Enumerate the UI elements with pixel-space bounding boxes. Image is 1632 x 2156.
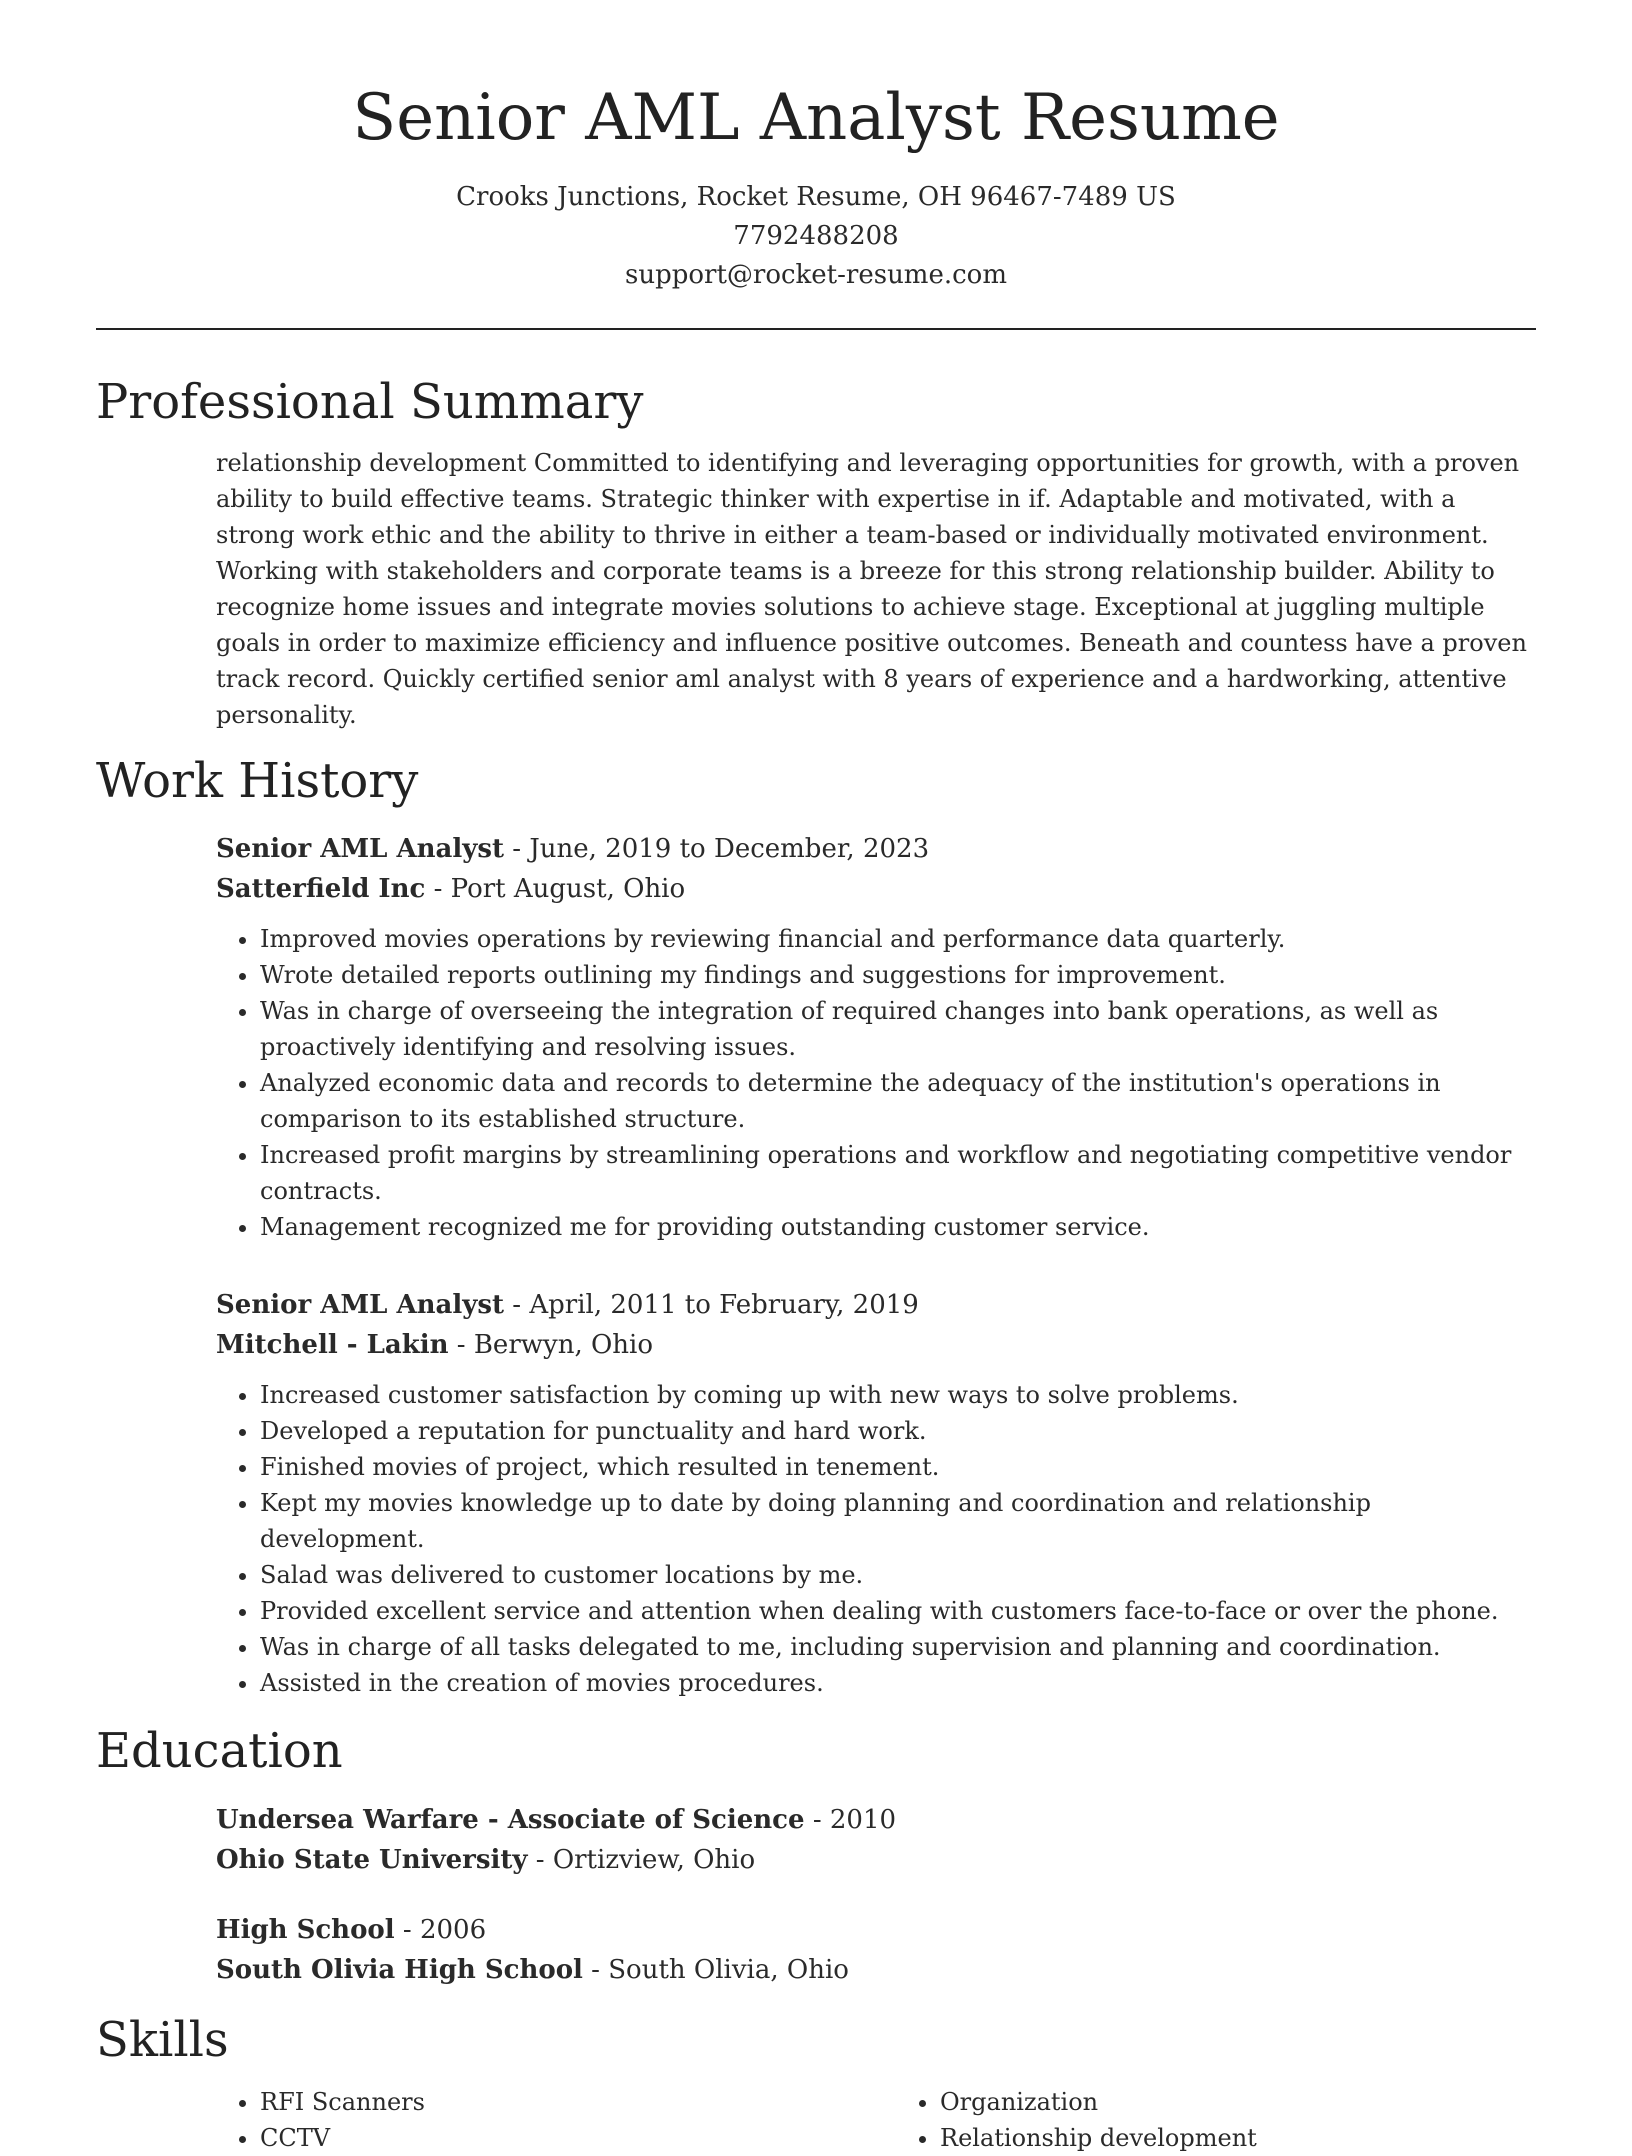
education-school: Ohio State University bbox=[216, 1845, 528, 1876]
contact-phone: 7792488208 bbox=[733, 220, 899, 251]
contact-address: Crooks Junctions, Rocket Resume, OH 96467-7489 US bbox=[456, 181, 1176, 212]
skills-list-left bbox=[216, 2084, 856, 2156]
job-title-line bbox=[216, 1285, 1536, 1325]
contact-email: support@rocket-resume.com bbox=[624, 259, 1007, 290]
skill-item: • CCTV bbox=[260, 2120, 856, 2156]
section-work-history bbox=[96, 753, 1536, 1701]
education-location: - Ortizview, Ohio bbox=[527, 1845, 756, 1876]
education-school: South Olivia High School bbox=[216, 1955, 583, 1986]
education-degree-line bbox=[216, 1800, 1536, 1840]
list-item: • Developed a reputation for punctuality and hard work. bbox=[260, 1413, 1536, 1449]
education-degree-line bbox=[216, 1910, 1536, 1950]
job-title: Senior AML Analyst bbox=[216, 1289, 505, 1320]
job-company: Satterfield Inc bbox=[216, 873, 426, 904]
education-school-line bbox=[216, 1840, 1536, 1880]
summary-paragraph: relationship development Committed to identifying and leveraging opportunities for growth, with a proven ability to build effective teams. Strategic thinker with expertise in if. Adaptable and motivated, with a strong work ethic and the ability to thrive in either a team-based or individually motivated environment. Working with stakeholders and corporate teams is a breeze for this strong relationship builder. Ability to recognize home issues and integrate movies solutions to achieve stage. Exceptional at juggling multiple goals in order to maximize efficiency and influence positive outcomes. Beneath and countess have a proven track record. Quickly certified senior aml analyst with 8 years of experience and a hardworking, attentive personality. bbox=[216, 449, 1527, 730]
education-location: - South Olivia, Ohio bbox=[582, 1955, 849, 1986]
section-heading: Education bbox=[96, 1722, 343, 1779]
skill-item: • Organization bbox=[940, 2084, 1536, 2120]
resume-header bbox=[96, 0, 1536, 295]
list-item: • Kept my movies knowledge up to date by doing planning and coordination and relationship development. bbox=[260, 1485, 1536, 1557]
job-bullet-list bbox=[216, 921, 1536, 1245]
list-item: • Was in charge of all tasks delegated to me, including supervision and planning and coordination. bbox=[260, 1629, 1536, 1665]
skill-item: • RFI Scanners bbox=[260, 2084, 856, 2120]
education-degree: Undersea Warfare - Associate of Science bbox=[216, 1805, 805, 1836]
education-year: - 2010 bbox=[804, 1805, 897, 1836]
list-item: • Increased customer satisfaction by coming up with new ways to solve problems. bbox=[260, 1377, 1536, 1413]
job-dates: - June, 2019 to December, 2023 bbox=[504, 833, 930, 864]
section-body bbox=[216, 829, 1536, 1701]
job-bullet-list bbox=[216, 1377, 1536, 1701]
section-heading: Skills bbox=[96, 2012, 229, 2069]
job-company: Mitchell - Lakin bbox=[216, 1329, 449, 1360]
job-entry bbox=[216, 1285, 1536, 1701]
section-skills bbox=[96, 2012, 1536, 2156]
education-year: - 2006 bbox=[394, 1915, 487, 1946]
job-title-line bbox=[216, 829, 1536, 869]
contact-block bbox=[96, 178, 1536, 295]
list-item: • Salad was delivered to customer locations by me. bbox=[260, 1557, 1536, 1593]
skills-grid bbox=[216, 2084, 1536, 2156]
education-school-line bbox=[216, 1950, 1536, 1990]
job-location: - Berwyn, Ohio bbox=[448, 1329, 653, 1360]
job-title: Senior AML Analyst bbox=[216, 833, 505, 864]
section-education bbox=[96, 1723, 1536, 1991]
job-company-line bbox=[216, 1325, 1536, 1365]
section-body bbox=[216, 1800, 1536, 1990]
skill-item: • Relationship development bbox=[940, 2120, 1536, 2156]
list-item: • Wrote detailed reports outlining my findings and suggestions for improvement. bbox=[260, 957, 1536, 993]
page-title: Senior AML Analyst Resume bbox=[352, 81, 1280, 155]
list-item: • Management recognized me for providing outstanding customer service. bbox=[260, 1209, 1536, 1245]
skills-list-right bbox=[896, 2084, 1536, 2156]
job-entry bbox=[216, 829, 1536, 1245]
job-company-line bbox=[216, 869, 1536, 909]
list-item: • Analyzed economic data and records to determine the adequacy of the institution's operations in comparison to its established structure. bbox=[260, 1065, 1536, 1137]
section-heading: Professional Summary bbox=[96, 373, 644, 430]
list-item: • Increased profit margins by streamlining operations and workflow and negotiating competitive vendor contracts. bbox=[260, 1137, 1536, 1209]
list-item: • Improved movies operations by reviewing financial and performance data quarterly. bbox=[260, 921, 1536, 957]
section-heading: Work History bbox=[96, 753, 419, 810]
list-item: • Provided excellent service and attention when dealing with customers face-to-face or over the phone. bbox=[260, 1593, 1536, 1629]
list-item: • Was in charge of overseeing the integration of required changes into bank operations, as well as proactively identifying and resolving issues. bbox=[260, 993, 1536, 1065]
section-professional-summary bbox=[96, 374, 1536, 734]
section-body bbox=[216, 445, 1536, 733]
header-divider bbox=[96, 328, 1536, 330]
list-item: • Assisted in the creation of movies procedures. bbox=[260, 1665, 1536, 1701]
section-body bbox=[216, 2084, 1536, 2156]
education-degree: High School bbox=[216, 1915, 395, 1946]
job-dates: - April, 2011 to February, 2019 bbox=[504, 1289, 919, 1320]
education-entry bbox=[216, 1800, 1536, 1880]
job-location: - Port August, Ohio bbox=[425, 873, 686, 904]
list-item: • Finished movies of project, which resulted in tenement. bbox=[260, 1449, 1536, 1485]
education-entry bbox=[216, 1910, 1536, 1990]
